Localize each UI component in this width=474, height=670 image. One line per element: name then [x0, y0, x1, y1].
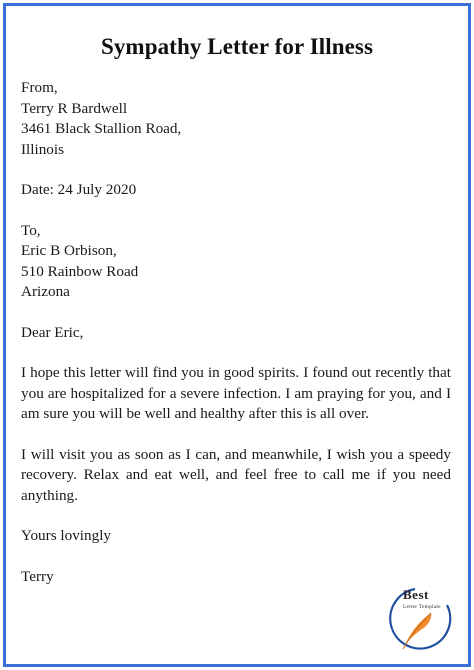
closing: Yours lovingly: [21, 527, 112, 544]
recipient-state: Arizona: [21, 283, 70, 300]
paragraph-2: I will visit you as soon as I can, and meanwhile, I wish you a speedy recovery. Relax and eat well, and feel free to call me if you need anything.: [21, 445, 451, 504]
sender-street: 3461 Black Stallion Road,: [21, 120, 182, 137]
recipient-name: Eric B Orbison,: [21, 242, 117, 259]
paragraph-1: I hope this letter will find you in good spirits. I found out recently that you are hospitalized for a severe infection. I am praying for you, and I am sure you will be well and healthy after this is all over.: [21, 364, 451, 422]
letter-body: [21, 78, 451, 587]
letter-date: Date: 24 July 2020: [21, 181, 137, 198]
recipient-block: [21, 221, 451, 303]
sender-name: Terry R Bardwell: [21, 99, 128, 117]
sender-block: [21, 78, 451, 160]
logo-name-big: Best: [403, 587, 429, 602]
recipient-street: 510 Rainbow Road: [21, 262, 139, 280]
signature: Terry: [21, 567, 54, 585]
logo-name-small: Letter Template: [403, 604, 441, 610]
salutation: Dear Eric,: [21, 323, 84, 341]
from-label: From,: [21, 79, 58, 96]
letter-title: Sympathy Letter for Illness: [100, 34, 374, 59]
to-label: To,: [21, 221, 41, 239]
sender-state: Illinois: [21, 140, 65, 158]
best-letter-template-logo: [385, 583, 457, 655]
